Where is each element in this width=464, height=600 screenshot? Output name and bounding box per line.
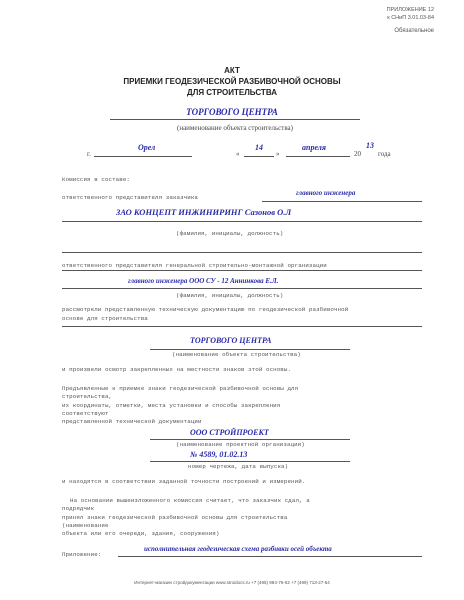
design-org-line — [150, 439, 350, 440]
city-value: Орел — [138, 143, 156, 152]
quote-open: « — [236, 150, 240, 158]
appendix-reference: к СНиП 3.01.03-84 — [387, 15, 434, 21]
contractor-rep-name: главного инженера ООО СУ - 12 Аннинкова Е.Л. — [128, 277, 279, 285]
review-object-value: ТОРГОВОГО ЦЕНТРА — [190, 336, 272, 345]
customer-rep-position: главного инженера — [296, 189, 356, 197]
object-name-line — [110, 119, 360, 120]
day-line — [244, 156, 274, 157]
closing-text-3: принял знаки геодезической разбивочной основы для строительства — [62, 514, 288, 521]
contractor-rep-caption: (фамилия, инициалы, должность) — [176, 292, 284, 299]
customer-rep-caption: (фамилия, инициалы, должность) — [176, 230, 284, 237]
month-line — [286, 156, 350, 157]
drawing-number-value: № 4589, 01.02.13 — [190, 450, 248, 459]
design-org-caption: (наименование проектной организации) — [176, 441, 305, 448]
presented-text-3: их координаты, отметки, места установки и способы закрепления — [62, 402, 281, 409]
drawing-number-caption: номер чертежа, дата выпуска) — [188, 463, 289, 470]
review-text-1: рассмотрели представленную техническую документацию по геодезической разбивочной — [62, 306, 349, 313]
closing-text-2: подрядчик — [62, 505, 95, 512]
customer-rep-label: ответственного представителя заказчика — [62, 194, 198, 201]
act-subtitle: ПРИЕМКИ ГЕОДЕЗИЧЕСКОЙ РАЗБИВОЧНОЙ ОСНОВЫ — [123, 77, 341, 86]
review-object-caption: (наименование объекта строительства) — [172, 351, 301, 358]
object-name-caption: (наименование объекта строительства) — [177, 124, 293, 132]
attachment-line — [118, 556, 422, 557]
presented-text-5: представленной технической документации — [62, 418, 202, 425]
blank-line-1 — [62, 252, 422, 253]
presented-text-4: соответствуют — [62, 410, 109, 417]
attachment-label: Приложение: — [62, 551, 102, 558]
closing-text-1: На основании вышеизложенного комиссия считает, что заказчик сдал, а — [70, 497, 310, 504]
year-suffix: года — [378, 150, 391, 158]
commission-label: Комиссия в составе: — [62, 176, 130, 183]
review-object-line — [150, 349, 350, 350]
customer-rep-name-line — [62, 221, 422, 222]
attachment-value: исполнительная геодезическая схема разбивки осей объекта — [144, 545, 332, 553]
contractor-rep-label: ответственного представителя генеральной строительно-монтажной организации — [62, 262, 327, 269]
presented-text-2: строительства, — [62, 393, 113, 400]
presented-text-6: и находятся в соответствии заданной точности построений и измерений. — [62, 478, 306, 485]
year-value: 13 — [366, 141, 374, 150]
year-prefix: 20 — [354, 150, 361, 158]
review-text-3: и произвели осмотр закрепленных на местности знаков этой основы. — [62, 366, 292, 373]
act-title: АКТ — [224, 66, 240, 75]
city-prefix: г. — [87, 150, 91, 158]
object-name-value: ТОРГОВОГО ЦЕНТРА — [186, 107, 278, 117]
closing-text-5: объекта или его очереди, здания, сооружения) — [62, 530, 220, 537]
customer-rep-name: ЗАО КОНЦЕПТ ИНЖИНИРИНГ Сазонов О.Л — [116, 207, 292, 217]
presented-text-1: Предъявленные к приемке знаки геодезической разбивочной основы для — [62, 385, 299, 392]
mandatory-label: Обязательное — [394, 28, 434, 34]
day-value: 14 — [255, 143, 263, 152]
review-text-2: основе для строительства — [62, 315, 148, 322]
blank-line-2 — [62, 326, 422, 327]
act-subtitle-2: ДЛЯ СТРОИТЕЛЬСТВА — [187, 88, 277, 97]
closing-text-4: (наименование — [62, 522, 109, 529]
month-value: апреля — [302, 143, 327, 152]
drawing-number-line — [150, 461, 350, 462]
contractor-rep-name-line — [62, 288, 422, 289]
contractor-rep-label-line — [62, 270, 422, 271]
appendix-number: ПРИЛОЖЕНИЕ 12 — [386, 7, 434, 13]
footer-text: Интернет-магазин стройдокументации www.stroidocs.ru +7 (495) 984-76-52 +7 (499) 713-27-54 — [134, 580, 330, 585]
customer-rep-line — [262, 201, 422, 202]
design-org-value: ООО СТРОЙПРОЕКТ — [190, 428, 269, 437]
city-line — [94, 156, 192, 157]
quote-close: » — [276, 150, 280, 158]
